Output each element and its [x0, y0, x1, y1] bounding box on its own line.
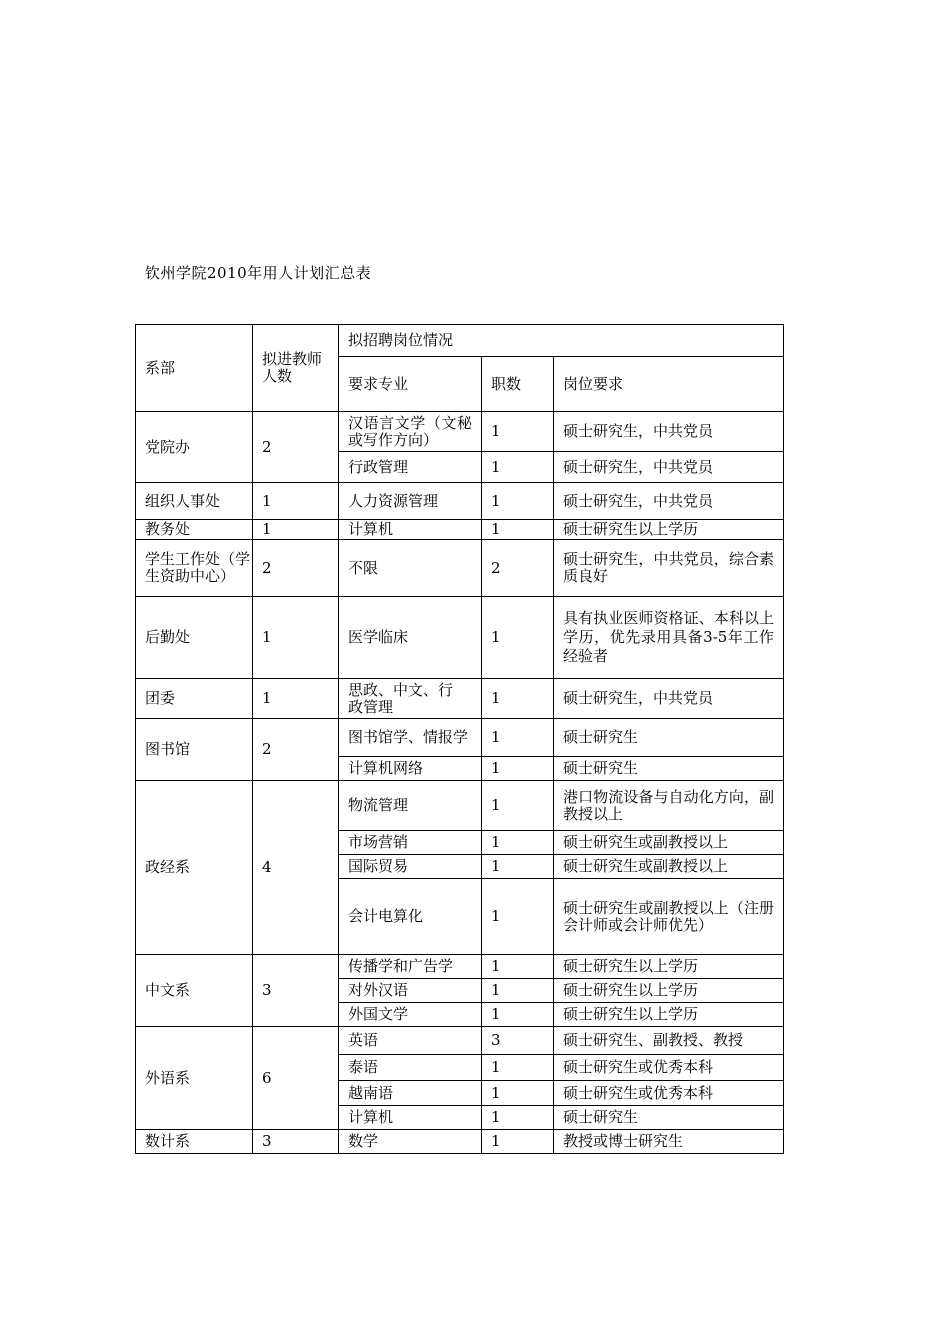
major-cell: 汉语言文学（文秘或写作方向）: [339, 412, 482, 452]
count-cell: 2: [253, 719, 339, 781]
table-row: [136, 520, 784, 540]
major-cell: 外国文学: [339, 1003, 482, 1027]
major-cell: 英语: [339, 1027, 482, 1055]
count-cell: 2: [253, 540, 339, 597]
num-cell: 1: [482, 757, 554, 781]
major-cell: 图书馆学、情报学: [339, 719, 482, 757]
dept-cell: 外语系: [136, 1027, 253, 1130]
table-row: [136, 540, 784, 597]
num-cell: 1: [482, 955, 554, 979]
count-cell: 4: [253, 781, 339, 955]
count-cell: 2: [253, 412, 339, 483]
major-cell: 市场营销: [339, 831, 482, 855]
dept-cell: 图书馆: [136, 719, 253, 781]
requirement-cell: 硕士研究生以上学历: [554, 955, 784, 979]
document-title: 钦州学院2010年用人计划汇总表: [145, 264, 372, 282]
requirement-cell: 硕士研究生或副教授以上: [554, 831, 784, 855]
count-cell: 1: [253, 520, 339, 540]
header-dept: 系部: [136, 325, 253, 412]
dept-cell: 团委: [136, 679, 253, 719]
major-cell: 传播学和广告学: [339, 955, 482, 979]
major-cell: 医学临床: [339, 597, 482, 679]
num-cell: 1: [482, 520, 554, 540]
count-cell: 6: [253, 1027, 339, 1130]
requirement-cell: 硕士研究生或副教授以上: [554, 855, 784, 879]
requirement-cell: 硕士研究生: [554, 757, 784, 781]
major-cell: 越南语: [339, 1081, 482, 1106]
num-cell: 1: [482, 781, 554, 831]
requirement-cell: 硕士研究生或副教授以上（注册会计师或会计师优先）: [554, 879, 784, 955]
requirement-cell: 硕士研究生以上学历: [554, 979, 784, 1003]
header-count: 拟进教师人数: [253, 325, 339, 412]
table-row: [136, 955, 784, 979]
requirement-cell: 硕士研究生以上学历: [554, 520, 784, 540]
major-cell: 计算机网络: [339, 757, 482, 781]
major-cell: 不限: [339, 540, 482, 597]
requirement-cell: 硕士研究生: [554, 1106, 784, 1130]
table-row: [136, 781, 784, 831]
num-cell: 1: [482, 597, 554, 679]
dept-cell: 党院办: [136, 412, 253, 483]
count-cell: 3: [253, 1130, 339, 1154]
dept-cell: 中文系: [136, 955, 253, 1027]
major-cell: 数学: [339, 1130, 482, 1154]
header-positions-group: 拟招聘岗位情况: [339, 325, 784, 357]
requirement-cell: 硕士研究生，中共党员: [554, 412, 784, 452]
major-cell: 思政、中文、行政管理: [339, 679, 482, 719]
major-cell: 人力资源管理: [339, 483, 482, 520]
requirement-cell: 硕士研究生以上学历: [554, 1003, 784, 1027]
table-row: [136, 1130, 784, 1154]
dept-cell: 组织人事处: [136, 483, 253, 520]
num-cell: 1: [482, 719, 554, 757]
major-cell: 行政管理: [339, 452, 482, 483]
count-cell: 3: [253, 955, 339, 1027]
major-cell: 对外汉语: [339, 979, 482, 1003]
major-cell: 泰语: [339, 1055, 482, 1081]
major-cell: 物流管理: [339, 781, 482, 831]
num-cell: 1: [482, 831, 554, 855]
count-cell: 1: [253, 483, 339, 520]
major-cell: 计算机: [339, 1106, 482, 1130]
requirement-cell: 硕士研究生: [554, 719, 784, 757]
requirement-cell: 硕士研究生或优秀本科: [554, 1055, 784, 1081]
dept-cell: 学生工作处（学生资助中心）: [136, 540, 253, 597]
table-row: [136, 483, 784, 520]
num-cell: 1: [482, 1106, 554, 1130]
requirement-cell: 硕士研究生，中共党员: [554, 483, 784, 520]
table-row: [136, 597, 784, 679]
requirement-cell: 硕士研究生，中共党员，综合素质良好: [554, 540, 784, 597]
header-requirement: 岗位要求: [554, 357, 784, 412]
num-cell: 2: [482, 540, 554, 597]
table-row: [136, 412, 784, 452]
count-cell: 1: [253, 679, 339, 719]
dept-cell: 政经系: [136, 781, 253, 955]
dept-cell: 数计系: [136, 1130, 253, 1154]
major-cell: 国际贸易: [339, 855, 482, 879]
requirement-cell: 硕士研究生、副教授、教授: [554, 1027, 784, 1055]
num-cell: 3: [482, 1027, 554, 1055]
num-cell: 1: [482, 483, 554, 520]
num-cell: 1: [482, 1003, 554, 1027]
table-row: [136, 719, 784, 757]
table-row: [136, 679, 784, 719]
dept-cell: 后勤处: [136, 597, 253, 679]
num-cell: 1: [482, 1130, 554, 1154]
requirement-cell: 港口物流设备与自动化方向，副教授以上: [554, 781, 784, 831]
header-major: 要求专业: [339, 357, 482, 412]
num-cell: 1: [482, 679, 554, 719]
dept-cell: 教务处: [136, 520, 253, 540]
num-cell: 1: [482, 879, 554, 955]
num-cell: 1: [482, 1081, 554, 1106]
requirement-cell: 硕士研究生，中共党员: [554, 679, 784, 719]
num-cell: 1: [482, 855, 554, 879]
requirement-cell: 具有执业医师资格证、本科以上学历，优先录用具备3-5年工作经验者: [554, 597, 784, 679]
num-cell: 1: [482, 1055, 554, 1081]
requirement-cell: 教授或博士研究生: [554, 1130, 784, 1154]
header-num: 职数: [482, 357, 554, 412]
requirement-cell: 硕士研究生或优秀本科: [554, 1081, 784, 1106]
num-cell: 1: [482, 452, 554, 483]
major-cell: 会计电算化: [339, 879, 482, 955]
table-row: [136, 1027, 784, 1055]
num-cell: 1: [482, 979, 554, 1003]
hiring-plan-table: [135, 324, 784, 1154]
requirement-cell: 硕士研究生，中共党员: [554, 452, 784, 483]
count-cell: 1: [253, 597, 339, 679]
num-cell: 1: [482, 412, 554, 452]
major-cell: 计算机: [339, 520, 482, 540]
